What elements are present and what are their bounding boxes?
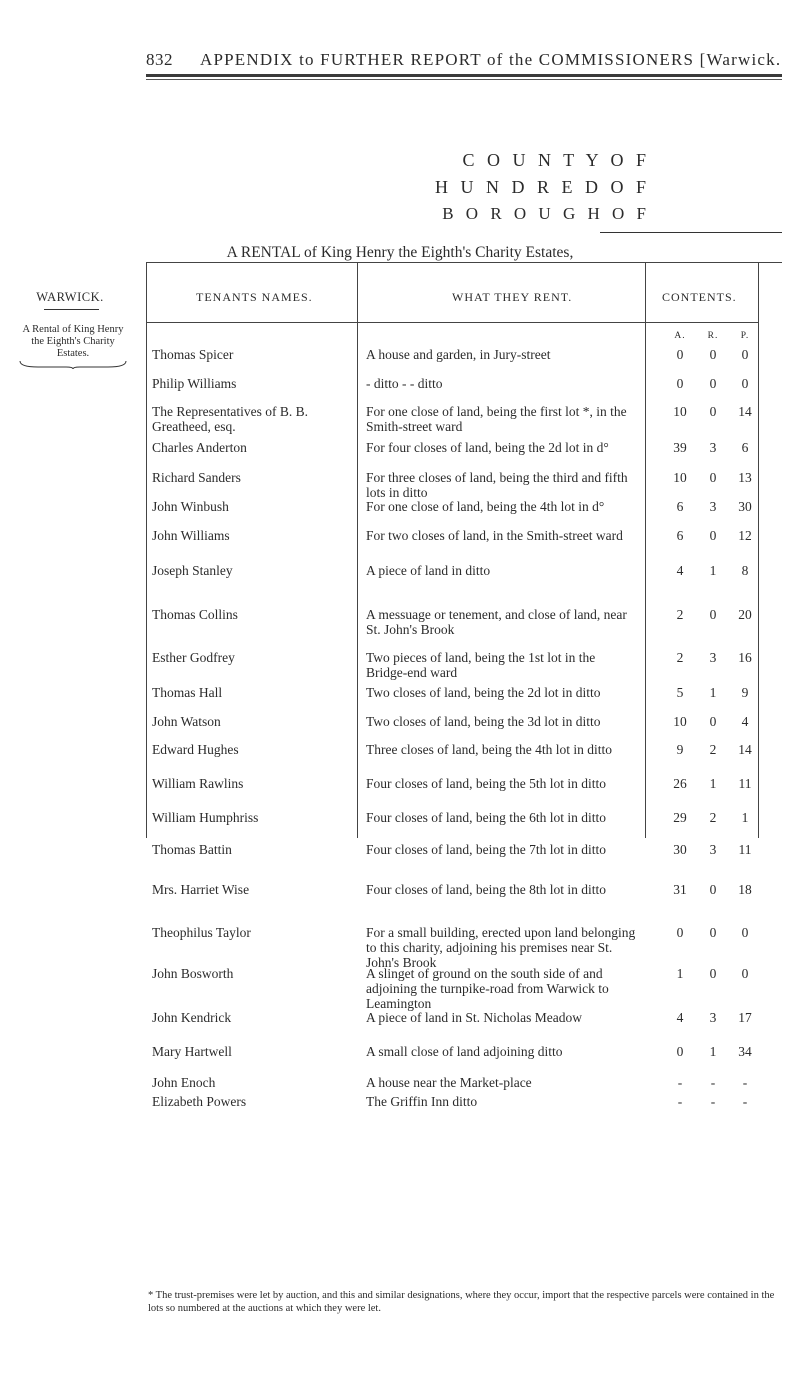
tenant-name: Thomas Collins: [152, 607, 238, 622]
borough-heading: B O R O U G H O F: [442, 204, 650, 223]
hundred-heading: H U N D R E D O F: [434, 177, 650, 197]
roods-value: 3: [709, 842, 717, 857]
tenant-name: Thomas Battin: [152, 842, 232, 857]
rent-column-header: WHAT THEY RENT.: [452, 290, 573, 304]
tenant-name: Theophilus Taylor: [152, 925, 251, 940]
rent-description: For one close of land, being the 4th lot in d°: [366, 499, 605, 514]
roods-value: 3: [709, 499, 717, 514]
perches-value: 11: [738, 776, 752, 791]
roods-value: 1: [709, 1044, 717, 1059]
roods-value: 0: [709, 528, 717, 543]
rental-title: A RENTAL of King Henry the Eighth's Charity Estates,: [226, 244, 574, 261]
roods-value: 0: [709, 714, 717, 729]
rent-description: Two closes of land, being the 3d lot in ditto: [366, 714, 601, 729]
acres-value: 0: [676, 1044, 684, 1059]
rent-description: - ditto - - ditto: [366, 376, 443, 391]
tenant-name: John Williams: [152, 528, 230, 543]
tenant-name: John Kendrick: [152, 1010, 232, 1025]
tenant-name: Elizabeth Powers: [152, 1094, 247, 1109]
acres-value: 0: [676, 347, 684, 362]
tenant-name: Philip Williams: [152, 376, 237, 391]
perches-value: 11: [738, 842, 752, 857]
acres-value: 6: [676, 528, 684, 543]
tenant-name: John Bosworth: [152, 966, 234, 981]
acres-value: 31: [673, 882, 687, 897]
running-head: APPENDIX to FURTHER REPORT of the COMMISSIONERS [Warwick.: [200, 50, 782, 69]
tenant-name: Thomas Hall: [152, 685, 223, 700]
tenant-name: Charles Anderton: [152, 440, 247, 455]
acres-value: 39: [673, 440, 687, 455]
tenant-name: Mary Hartwell: [152, 1044, 232, 1059]
acres-value: 5: [676, 685, 684, 700]
rent-description: A messuage or tenement, and close of land, near St. John's Brook: [366, 607, 627, 637]
acres-value: 30: [673, 842, 687, 857]
perches-value: -: [742, 1075, 748, 1090]
footnote: * The trust-premises were let by auction, and this and similar designations, where they occur, import that the respective parcels were contained in the lots so numbered at the auctions at which they were let.: [148, 1290, 775, 1314]
page-number: 832: [146, 50, 173, 69]
acres-value: 29: [673, 810, 687, 825]
roods-value: -: [710, 1094, 716, 1109]
roods-value: 0: [709, 404, 717, 419]
perches-value: 13: [738, 470, 752, 485]
rent-description: A house and garden, in Jury-street: [366, 347, 551, 362]
rent-description: Four closes of land, being the 5th lot in ditto: [366, 776, 606, 791]
acres-value: 10: [673, 470, 687, 485]
acres-value: 10: [673, 404, 687, 419]
tenant-name: Esther Godfrey: [152, 650, 235, 665]
rent-description: A piece of land in ditto: [366, 563, 491, 578]
roods-value: 0: [709, 347, 717, 362]
margin-brace: [18, 361, 128, 369]
perches-value: 30: [738, 499, 752, 514]
roods-value: 1: [709, 776, 717, 791]
tenant-name: Richard Sanders: [152, 470, 241, 485]
acres-value: 2: [676, 650, 684, 665]
roods-value: 0: [709, 376, 717, 391]
rent-description: For three closes of land, being the third and fifth lots in ditto: [366, 470, 628, 500]
perches-value: 8: [741, 563, 749, 578]
roods-value: 3: [709, 440, 717, 455]
rent-description: A piece of land in St. Nicholas Meadow: [366, 1010, 582, 1025]
tenant-name: William Rawlins: [152, 776, 244, 791]
table-header-rule: [146, 322, 758, 323]
roods-value: 3: [709, 650, 717, 665]
roods-value: 1: [709, 563, 717, 578]
perches-value: 17: [738, 1010, 752, 1025]
rent-description: Two pieces of land, being the 1st lot in the Bridge-end ward: [366, 650, 596, 680]
acres-value: 1: [676, 966, 684, 981]
roods-unit: R.: [707, 331, 719, 341]
margin-heading: WARWICK.: [36, 290, 104, 304]
heading-rule: [600, 232, 782, 233]
column-rule-2: [645, 262, 646, 838]
perches-value: -: [742, 1094, 748, 1109]
perches-value: 4: [741, 714, 749, 729]
margin-rule: [44, 309, 99, 310]
roods-value: 0: [709, 607, 717, 622]
tenant-name: Joseph Stanley: [152, 563, 233, 578]
acres-value: 2: [676, 607, 684, 622]
acres-value: 4: [676, 563, 684, 578]
tenant-name: Edward Hughes: [152, 742, 239, 757]
header-rule: [146, 74, 782, 77]
rent-description: Four closes of land, being the 6th lot in ditto: [366, 810, 606, 825]
tenant-name: Mrs. Harriet Wise: [152, 882, 250, 897]
county-heading: C O U N T Y O F: [462, 150, 650, 170]
tenant-name: John Enoch: [152, 1075, 216, 1090]
rent-description: A house near the Market-place: [366, 1075, 532, 1090]
rent-description: A slinget of ground on the south side of and adjoining the turnpike-road from Warwick to Leamington: [366, 966, 609, 1011]
margin-note: A Rental of King Henry the Eighth's Charity Estates.: [22, 324, 124, 359]
rent-description: For a small building, erected upon land belonging to this charity, adjoining his premises near St. John's Brook: [366, 925, 636, 970]
column-rule-1: [357, 262, 358, 838]
perches-value: 9: [741, 685, 749, 700]
rent-description: For four closes of land, being the 2d lot in d°: [366, 440, 609, 455]
tenant-name: John Watson: [152, 714, 221, 729]
rent-description: The Griffin Inn ditto: [366, 1094, 478, 1109]
rent-description: Two closes of land, being the 2d lot in ditto: [366, 685, 601, 700]
perches-value: 14: [738, 742, 752, 757]
rent-description: Four closes of land, being the 8th lot in ditto: [366, 882, 606, 897]
acres-value: 10: [673, 714, 687, 729]
perches-value: 1: [741, 810, 749, 825]
acres-unit: A.: [674, 331, 686, 341]
rent-description: For one close of land, being the first lot *, in the Smith-street ward: [366, 404, 627, 434]
acres-value: 6: [676, 499, 684, 514]
rent-description: Four closes of land, being the 7th lot in ditto: [366, 842, 606, 857]
roods-value: 2: [709, 810, 717, 825]
table-left-rule: [146, 262, 147, 838]
table-top-rule: [146, 262, 782, 263]
tenants-column-header: TENANTS NAMES.: [196, 290, 313, 304]
roods-value: 2: [709, 742, 717, 757]
roods-value: 0: [709, 966, 717, 981]
roods-value: -: [710, 1075, 716, 1090]
perches-value: 6: [741, 440, 749, 455]
perches-value: 12: [738, 528, 752, 543]
rent-description: For two closes of land, in the Smith-street ward: [366, 528, 623, 543]
perches-value: 0: [741, 376, 749, 391]
perches-value: 20: [738, 607, 752, 622]
acres-value: 26: [673, 776, 687, 791]
acres-value: 4: [676, 1010, 684, 1025]
perches-value: 0: [741, 347, 749, 362]
rent-description: A small close of land adjoining ditto: [366, 1044, 563, 1059]
acres-value: -: [677, 1075, 683, 1090]
contents-column-header: CONTENTS.: [662, 290, 737, 304]
perches-value: 16: [738, 650, 752, 665]
roods-value: 0: [709, 470, 717, 485]
rent-description: Three closes of land, being the 4th lot in ditto: [366, 742, 612, 757]
roods-value: 3: [709, 1010, 717, 1025]
roods-value: 0: [709, 925, 717, 940]
tenant-name: Thomas Spicer: [152, 347, 234, 362]
roods-value: 0: [709, 882, 717, 897]
tenant-name: John Winbush: [152, 499, 229, 514]
tenant-name: William Humphriss: [152, 810, 259, 825]
perches-unit: P.: [740, 331, 750, 341]
acres-value: -: [677, 1094, 683, 1109]
roods-value: 1: [709, 685, 717, 700]
tenant-name: The Representatives of B. B. Greatheed, esq.: [152, 404, 308, 434]
header-rule-thin: [146, 79, 782, 80]
perches-value: 18: [738, 882, 752, 897]
acres-value: 9: [676, 742, 684, 757]
perches-value: 0: [741, 966, 749, 981]
acres-value: 0: [676, 376, 684, 391]
acres-value: 0: [676, 925, 684, 940]
perches-value: 34: [738, 1044, 752, 1059]
perches-value: 14: [738, 404, 752, 419]
perches-value: 0: [741, 925, 749, 940]
